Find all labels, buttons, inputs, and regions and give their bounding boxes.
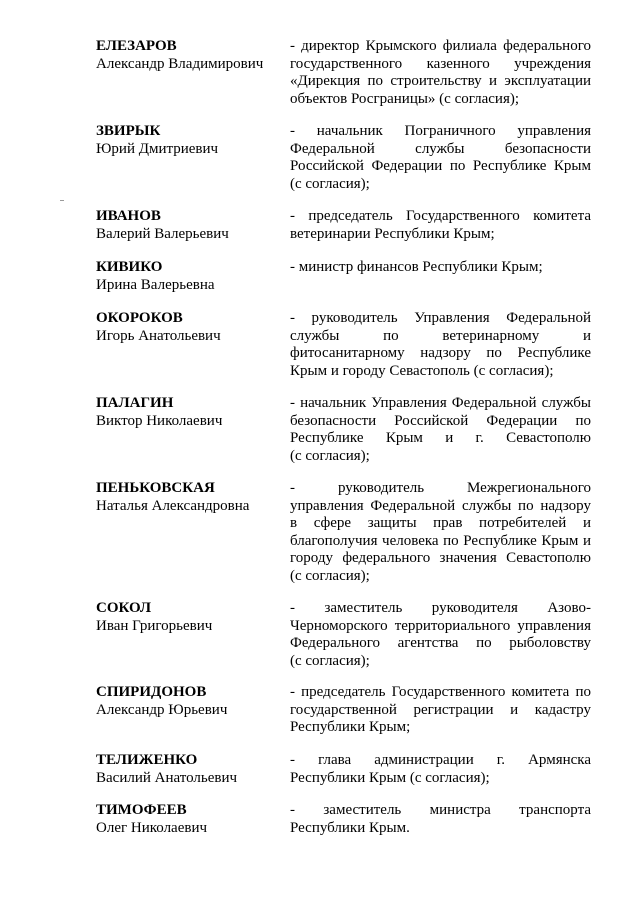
member-surname: СОКОЛ [96, 600, 152, 616]
role-line: Республики Крым; [290, 719, 411, 735]
member-surname: ИВАНОВ [96, 208, 161, 224]
member-given-name: Александр Владимирович [96, 55, 264, 72]
role-line: управления Федеральной службы по надзору [290, 497, 591, 514]
member-role [290, 802, 591, 837]
member-role [290, 123, 591, 193]
member-given-name: Наталья Александровна [96, 497, 250, 514]
role-line: - руководитель Управления Федеральной [290, 310, 591, 326]
role-line: - директор Крымского филиала федерального [290, 38, 591, 54]
role-line: благополучия человека по Республике Крым и [290, 532, 591, 549]
member-given-name: Иван Григорьевич [96, 617, 213, 634]
role-line: (с согласия); [290, 175, 370, 192]
role-line: Республике Крым и г. Севастополю [290, 430, 591, 446]
role-line: Крым и городу Севастополь (с согласия); [290, 362, 554, 379]
member-surname: ЕЛЕЗАРОВ [96, 38, 177, 54]
role-line: (с согласия); [290, 567, 370, 584]
member-surname: ОКОРОКОВ [96, 310, 183, 326]
member-given-name: Олег Николаевич [96, 819, 208, 836]
role-line: Российской Федерации по Республике Крым [290, 158, 591, 174]
role-line: Федеральной службы безопасности [290, 140, 591, 157]
member-role [290, 310, 591, 380]
member-surname: ЗВИРЫК [96, 123, 161, 139]
role-line: объектов Росграницы» (с согласия); [290, 90, 520, 107]
role-line: - начальник Пограничного управления [290, 123, 591, 139]
member-role [290, 752, 591, 787]
role-line: Федерального агентства по рыболовству [290, 635, 591, 651]
role-line: Республики Крым (с согласия); [290, 769, 490, 786]
member-surname: ПЕНЬКОВСКАЯ [96, 480, 215, 496]
member-role [290, 395, 591, 465]
role-line: - глава администрации г. Армянска [290, 752, 591, 768]
role-line: - заместитель министра транспорта [290, 802, 591, 818]
role-line: «Дирекция по строительству и эксплуатации [290, 73, 591, 89]
role-line: - министр финансов Республики Крым; [290, 259, 543, 275]
role-line: государственного казенного учреждения [290, 55, 591, 72]
member-role [290, 480, 591, 585]
member-role [290, 208, 591, 243]
member-surname: ПАЛАГИН [96, 395, 174, 411]
role-line: - председатель Государственного комитета по [290, 684, 591, 700]
role-line: государственной регистрации и кадастру [290, 701, 591, 718]
role-line: городу федерального значения Севастополю [290, 550, 591, 566]
role-line: - начальник Управления Федеральной службы [290, 395, 591, 411]
role-line: Черноморского территориального управления [290, 617, 591, 634]
role-line: безопасности Российской Федерации по [290, 412, 591, 429]
member-given-name: Виктор Николаевич [96, 412, 223, 429]
member-given-name: Юрий Дмитриевич [96, 140, 219, 157]
member-given-name: Игорь Анатольевич [96, 327, 221, 344]
role-line: - председатель Государственного комитета [290, 208, 591, 224]
member-surname: ТИМОФЕЕВ [96, 802, 187, 818]
role-line: - руководитель Межрегионального [290, 480, 591, 496]
member-given-name: Александр Юрьевич [96, 701, 228, 718]
role-line: ветеринарии Республики Крым; [290, 225, 495, 242]
member-surname: ТЕЛИЖЕНКО [96, 752, 198, 768]
role-line: в сфере защиты прав потребителей и [290, 515, 591, 531]
member-given-name: Ирина Валерьевна [96, 276, 215, 293]
member-given-name: Валерий Валерьевич [96, 225, 229, 242]
member-role [290, 684, 591, 737]
member-role [290, 38, 591, 108]
member-role [290, 600, 591, 670]
role-line: службы по ветеринарному и [290, 327, 591, 344]
margin-mark [60, 200, 64, 201]
role-line: (с согласия); [290, 652, 370, 669]
member-surname: СПИРИДОНОВ [96, 684, 207, 700]
member-role [290, 259, 591, 277]
role-line: (с согласия); [290, 447, 370, 464]
member-surname: КИВИКО [96, 259, 163, 275]
role-line: - заместитель руководителя Азово- [290, 600, 591, 616]
member-given-name: Василий Анатольевич [96, 769, 238, 786]
role-line: Республики Крым. [290, 819, 410, 836]
role-line: фитосанитарному надзору по Республике [290, 345, 591, 361]
